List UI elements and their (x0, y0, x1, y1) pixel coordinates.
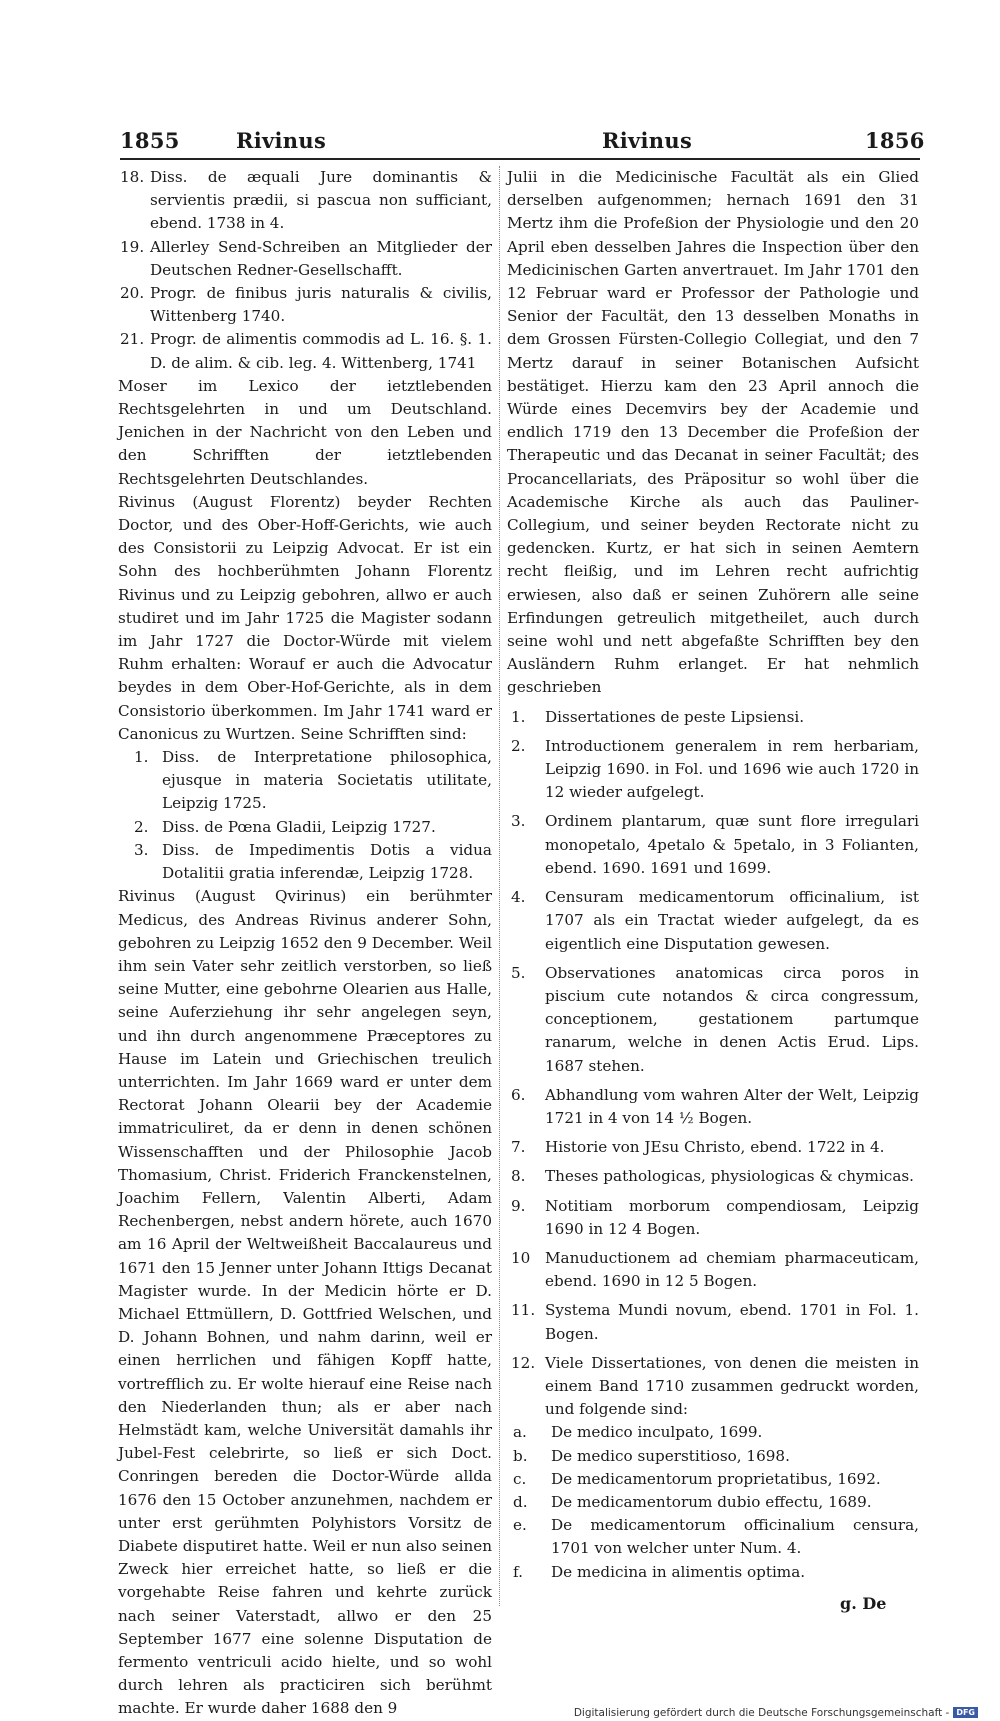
list-item (507, 810, 919, 880)
list-item (507, 1165, 919, 1188)
item-number: 10 (511, 1248, 531, 1267)
item-text: De medico inculpato, 1699. (551, 1423, 763, 1442)
item-text: Progr. de finibus juris naturalis & civilis, Wittenberg 1740. (150, 284, 492, 326)
sub-list-item (507, 1468, 919, 1491)
item-text: De medicamentorum officinalium censura, 1701 von welcher unter Num. 4. (551, 1516, 919, 1558)
item-text: Theses pathologicas, physiologicas & chymicas. (545, 1167, 914, 1186)
item-text: Diss. de Pœna Gladii, Leipzig 1727. (162, 817, 436, 836)
item-number: 20. (120, 284, 145, 303)
right-page-number: 1856 (865, 128, 925, 153)
entry-august-quirinus: Rivinus (August Qvirinus) ein berühmter Medicus, des Andreas Rivinus anderer Sohn, gebohren zu Leipzig 1652 den 9 December. Weil ihm sein Vater sehr zeitlich verstorben, so ließ seine Mutter, eine gebohrne Olearien aus Halle, seine Auferziehung ihr sehr angelegen seyn, und ihn durch angenommene Præceptores zu Hause im Latein und Griechischen treulich unterrichten. Im Jahr 1669 ward er unter dem Rectorat Johann Olearii bey der Academie immatriculiret, da er denn in denen schönen Wissenschafften und der Philosophie Jacob Thomasium, Christ. Friderich Franckenstelnen, Joachim Fellern, Valentin Alberti, Adam Rechenbergen, nebst andern hörete, auch 1670 am 16 April der Weltweißheit Baccalaureus und 1671 den 15 Jenner unter Johann Ittigs Decanat Magister wurde. In der Medicin hörte er D. Michael Ettmüllern, D. Gottfried Welschen, und D. Johann Bohnen, und nahm darinn, weil er einen herrlichen und fähigen Kopff hatte, vortrefflich zu. Er wolte hierauf eine Reise nach den Niederlanden thun; als er aber nach Helmstädt kam, welche Universität damahls ihr Jubel-Fest celebrirte, so ließ er sich Doct. Conringen bereden die Doctor-Würde allda 1676 den 15 October anzunehmen, nachdem er unter erst gerühmten Polyhistors Vorsitz de Diabete disputiret hatte. Weil er nun also seinen Zweck hier erreichet hatte, so ließ er die vorgehabte Reise fahren und kehrte zurück nach seiner Vaterstadt, allwo er den 25 September 1677 eine solenne Disputation de fermento ventriculi acido hielte, und so wohl durch lehren als practiciren sich berühmt machte. Er wurde daher 1688 den 9 (118, 887, 492, 1718)
item-letter: f. (513, 1562, 523, 1581)
item-text: De medico superstitioso, 1698. (551, 1446, 790, 1465)
item-text: Censuram medicamentorum officinalium, ist 1707 als ein Tractat wieder aufgelegt, da es eigentlich eine Disputation gewesen. (545, 888, 919, 953)
item-number: 19. (120, 237, 145, 256)
list-item (118, 166, 492, 236)
item-text: De medicamentorum dubio effectu, 1689. (551, 1492, 872, 1511)
item-letter: d. (513, 1492, 528, 1511)
list-item (118, 328, 492, 374)
list-item (507, 706, 919, 729)
item-text: Systema Mundi novum, ebend. 1701 in Fol. 1. Bogen. (545, 1301, 919, 1343)
list-item (118, 746, 492, 816)
item-text: Progr. de alimentis commodis ad L. 16. §. 1. D. de alim. & cib. leg. 4. Wittenberg, 1741 (150, 330, 492, 372)
sub-list-item (507, 1421, 919, 1444)
sub-list-item (507, 1561, 919, 1584)
item-letter: c. (513, 1469, 527, 1488)
item-number: 3. (134, 840, 149, 859)
item-text: Allerley Send-Schreiben an Mitglieder der Deutschen Redner-Gesellschafft. (150, 237, 492, 279)
entry-continuation: Julii in die Medicinische Facultät als ein Glied derselben aufgenommen; hernach 1691 den 31 Mertz ihm die Profeßion der Physiologie und den 20 April eben desselben Jahres die Inspection über den Medicinischen Garten anvertrauet. Im Jahr 1701 den 12 Februar ward er Professor der Pathologie und Senior der Facultät, den 13 desselben Monaths in dem Grossen Fürsten-Collegio Collegiat, und den 7 Mertz darauf in seiner Botanischen Aufsicht bestätiget. Hierzu kam den 23 April annoch die Würde eines Decemvirs bey der Academie und endlich 1719 den 13 December die Profeßion der Therapeutic und das Decanat in seiner Facultät; des Procancellariats, des Präpositur so wohl über die Academische Kirche als auch das Pauliner-Collegium, und seiner beyden Rectorate nicht zu gedencken. Kurtz, er hat sich in seinen Aemtern recht fleißig, und im Lehren recht aufrichtig erwiesen, also daß er seinen Zuhörern alle seine Erfindungen getreulich mitgetheilet, auch durch seine wohl und nett abgefaßte Schrifften bey den Ausländern Ruhm erlanget. Er hat nehmlich geschrieben (507, 168, 919, 697)
item-text: Viele Dissertationes, von denen die meisten in einem Band 1710 zusammen gedruckt worden, und folgende sind: (545, 1353, 919, 1419)
item-text: De medicamentorum proprietatibus, 1692. (551, 1469, 881, 1488)
catchword: g. De (840, 1594, 887, 1613)
sub-list-item (507, 1514, 919, 1560)
item-number: 9. (511, 1196, 526, 1215)
item-letter: b. (513, 1446, 528, 1465)
item-text: Dissertationes de peste Lipsiensi. (545, 707, 805, 726)
item-text: Historie von JEsu Christo, ebend. 1722 in 4. (545, 1138, 885, 1157)
left-running-head: Rivinus (236, 128, 327, 153)
item-letter: e. (513, 1516, 527, 1535)
column-divider (499, 166, 501, 1606)
reference-paragraph: Moser im Lexico der ietztlebenden Rechtsgelehrten in und um Deutschland. Jenichen in der Nachricht von den Leben und den Schrifften der ietztlebenden Rechtsgelehrten Deutschlandes. (118, 376, 492, 488)
list-item (507, 1299, 919, 1345)
left-page-number: 1855 (120, 128, 180, 153)
right-column (507, 166, 919, 1616)
left-column (118, 166, 492, 1718)
item-text: Ordinem plantarum, quæ sunt flore irregulari monopetalo, 4petalo & 5petalo, in 3 Folianten, ebend. 1690. 1691 und 1699. (545, 812, 919, 877)
item-letter: a. (513, 1423, 527, 1442)
item-number: 3. (511, 812, 526, 831)
header-rule (120, 158, 920, 160)
list-item (507, 1084, 919, 1130)
item-number: 6. (511, 1085, 526, 1104)
item-text: Diss. de Interpretatione philosophica, ejusque in materia Societatis utilitate, Leipzig 1725. (162, 748, 492, 813)
list-item (507, 962, 919, 1078)
entry-august-florenz: Rivinus (August Florentz) beyder Rechten Doctor, und des Ober-Hoff-Gerichts, wie auch des Consistorii zu Leipzig Advocat. Er ist ein Sohn des hochberühmten Johann Florentz Rivinus und zu Leipzig gebohren, allwo er auch studiret und im Jahr 1725 die Magister sodann im Jahr 1727 die Doctor-Würde mit vielem Ruhm erhalten: Worauf er auch die Advocatur beydes in dem Ober-Hof-Gerichte, als in dem Consistorio überkommen. Im Jahr 1741 ward er Canonicus zu Wurtzen. Seine Schrifften sind: (118, 492, 492, 743)
list-item (507, 1136, 919, 1159)
item-number: 2. (511, 736, 526, 755)
list-item (507, 1247, 919, 1293)
item-text: De medicina in alimentis optima. (551, 1562, 806, 1581)
item-number: 11. (511, 1301, 536, 1320)
right-running-head: Rivinus (602, 128, 693, 153)
item-number: 7. (511, 1138, 526, 1157)
item-number: 18. (120, 168, 145, 186)
item-number: 2. (134, 817, 149, 836)
sub-list-item (507, 1445, 919, 1468)
list-item (118, 282, 492, 328)
list-item (118, 816, 492, 839)
item-number: 21. (120, 330, 145, 349)
dfg-logo: DFG (953, 1707, 978, 1718)
item-number: 1. (511, 707, 526, 726)
item-number: 8. (511, 1167, 526, 1186)
list-item (507, 1195, 919, 1241)
list-item (118, 236, 492, 282)
item-number: 1. (134, 748, 149, 767)
item-text: Diss. de Impedimentis Dotis a vidua Dotalitii gratia inferendæ, Leipzig 1728. (162, 840, 492, 883)
item-text: Introductionem generalem in rem herbariam, Leipzig 1690. in Fol. und 1696 wie auch 1720 in 12 wieder aufgelegt. (545, 736, 919, 802)
item-number: 12. (511, 1353, 536, 1372)
page-header (120, 128, 925, 158)
item-number: 4. (511, 888, 526, 907)
item-text: Observationes anatomicas circa poros in piscium cute notandos & circa congressum, conceptionem, gestationem partumque ranarum, welche in denen Actis Erud. Lips. 1687 stehen. (545, 963, 919, 1075)
list-item (507, 1352, 919, 1422)
list-item (507, 886, 919, 956)
item-text: Manuductionem ad chemiam pharmaceuticam, ebend. 1690 in 12 5 Bogen. (545, 1248, 919, 1291)
list-item (507, 735, 919, 805)
item-text: Abhandlung vom wahren Alter der Welt, Leipzig 1721 in 4 von 14 ½ Bogen. (545, 1085, 919, 1127)
item-number: 5. (511, 963, 526, 982)
list-item (118, 839, 492, 885)
item-text: Diss. de æquali Jure dominantis & servientis prædii, si pascua non sufficiant, ebend. 1738 in 4. (150, 168, 492, 233)
footer-text: Digitalisierung gefördert durch die Deutsche Forschungsgemeinschaft - (573, 1706, 950, 1719)
digitization-footer (574, 1706, 978, 1719)
sub-list-item (507, 1491, 919, 1514)
item-text: Notitiam morborum compendiosam, Leipzig 1690 in 12 4 Bogen. (545, 1196, 919, 1238)
